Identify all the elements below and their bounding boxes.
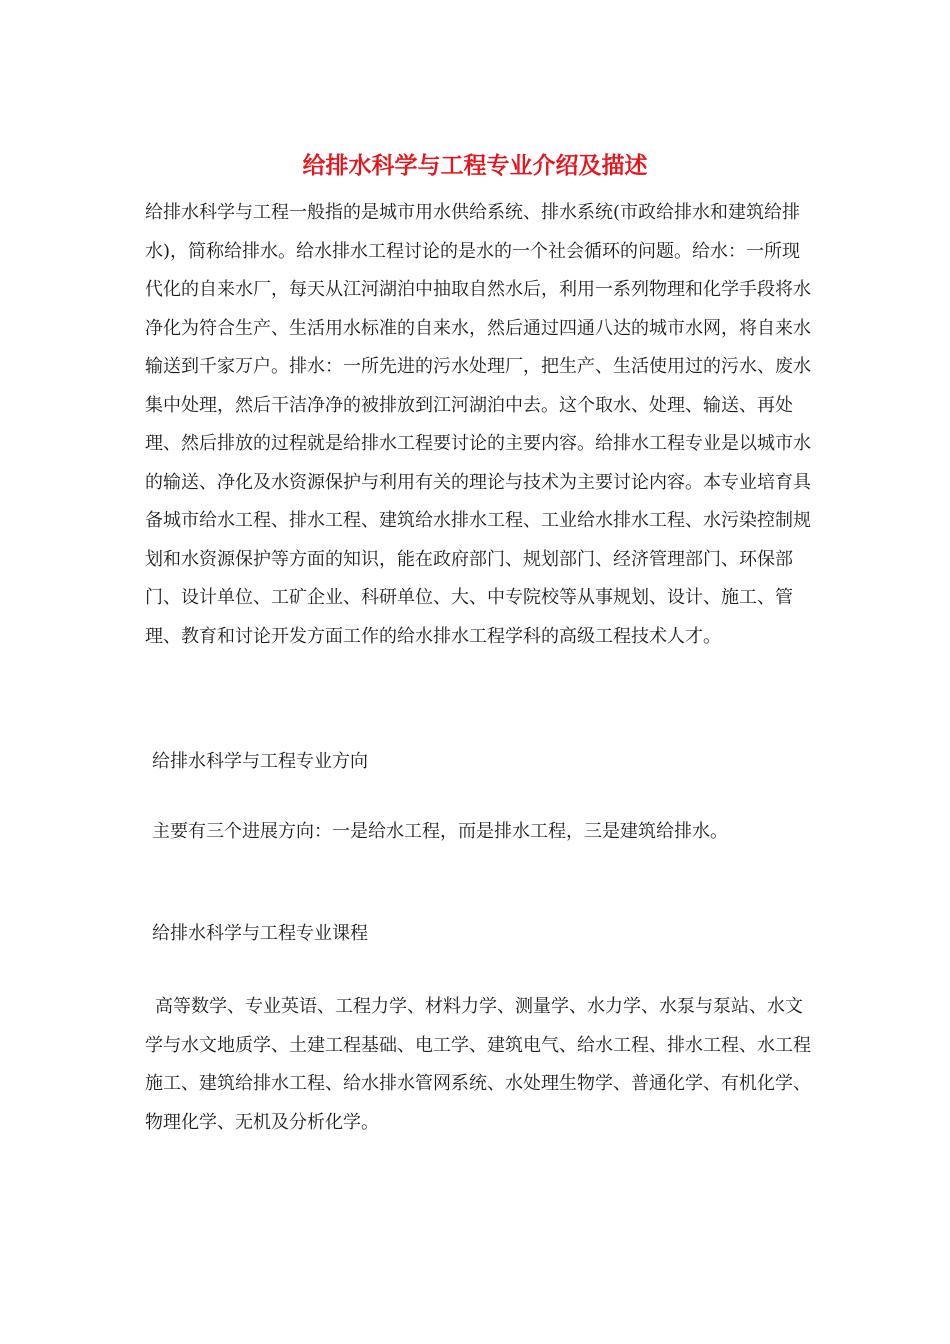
document-title: 给排水科学与工程专业介绍及描述 xyxy=(302,153,648,179)
direction-heading: 给排水科学与工程专业方向 xyxy=(152,751,368,772)
intro-paragraph: 给排水科学与工程一般指的是城市用水供给系统、排水系统(市政给排水和建筑给排水)，简称给排水。给水排水工程讨论的是水的一个社会循环的问题。给水：一所现代化的自来水厂，每天从江河湖泊中抽取自然水后，利用一系列物理和化学手段将水净化为符合生产、生活用水标准的自来水，然后通过四通八达的城市水网，将自来水输送到千家万户。排水：一所先进的污水处理厂，把生产、生活使用过的污水、废水集中处理，然后干洁净净的被排放到江河湖泊中去。这个取水、处理、输送、再处理、然后排放的过程就是给排水工程要讨论的主要内容。给排水工程专业是以城市水的输送、净化及水资源保护与利用有关的理论与技术为主要讨论内容。本专业培育具备城市给水工程、排水工程、建筑给水排水工程、工业给水排水工程、水污染控制规划和水资源保护等方面的知识，能在政府部门、规划部门、经济管理部门、环保部门、设计单位、工矿企业、科研单位、大、中专院校等从事规划、设计、施工、管理、教育和讨论开发方面工作的给水排水工程学科的高级工程技术人才。 xyxy=(145,202,811,647)
direction-paragraph: 主要有三个进展方向：一是给水工程，而是排水工程，三是建筑给排水。 xyxy=(152,821,728,842)
courses-heading: 给排水科学与工程专业课程 xyxy=(152,923,368,944)
courses-paragraph: 高等数学、专业英语、工程力学、材料力学、测量学、水力学、水泵与泵站、水文学与水文地质学、土建工程基础、电工学、建筑电气、给水工程、排水工程、水工程施工、建筑给排水工程、给水排水管网系统、水处理生物学、普通化学、有机化学、物理化学、无机及分析化学。 xyxy=(145,996,811,1133)
